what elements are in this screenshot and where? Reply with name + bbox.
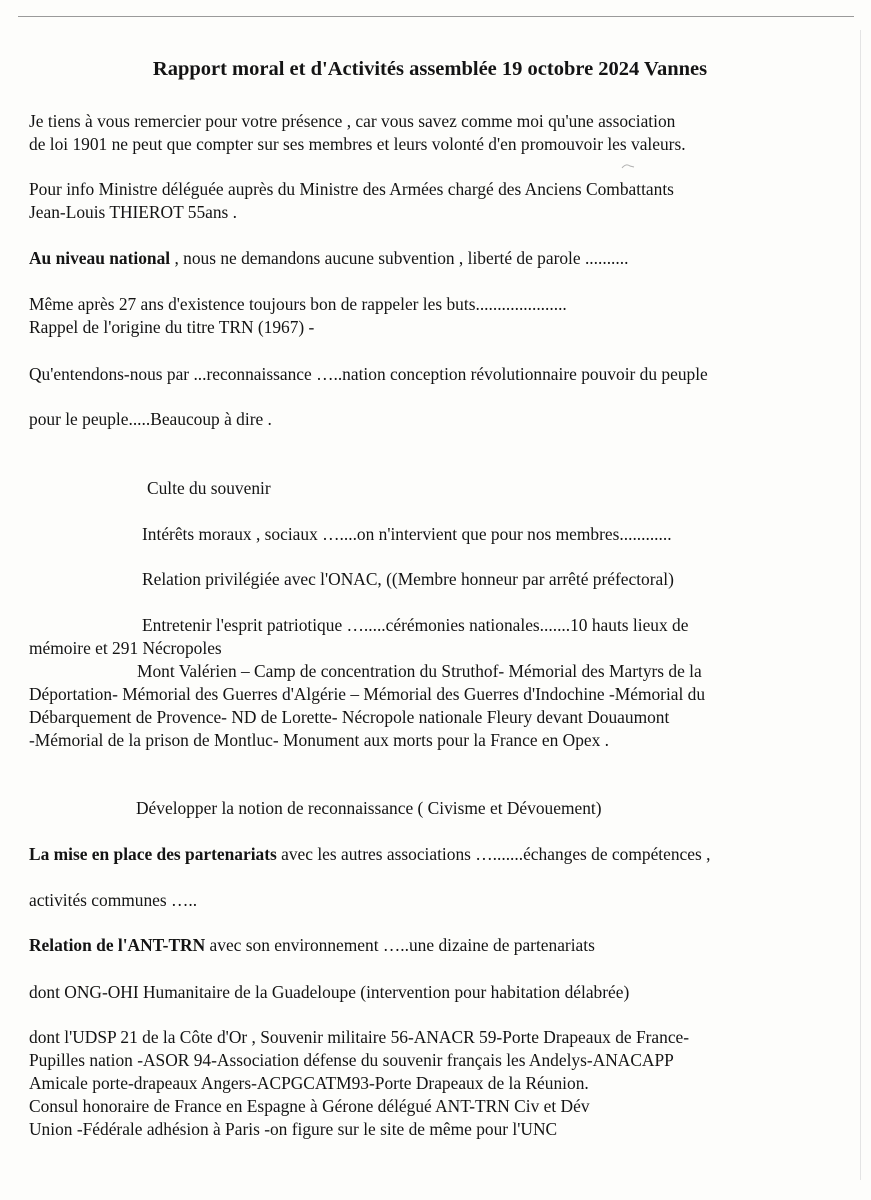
document-title: Rapport moral et d'Activités assemblée 19 octobre 2024 Vannes — [152, 58, 708, 80]
goal-esprit-line-1: Entretenir l'esprit patriotique ….....cérémonies nationales.......10 hauts lieux de — [142, 615, 689, 635]
partners-line-5: Union -Fédérale adhésion à Paris -on figure sur le site de même pour l'UNC — [29, 1119, 558, 1139]
question-line-2: pour le peuple.....Beaucoup à dire . — [29, 409, 272, 429]
national-paragraph — [29, 246, 628, 270]
relation-ant-text: avec son environnement …..une dizaine de partenariats — [205, 935, 595, 955]
goal-culte: Culte du souvenir — [147, 478, 271, 498]
intro-line-1: Je tiens à vous remercier pour votre présence , car vous savez comme moi qu'une association — [29, 111, 676, 131]
relation-ong: dont ONG-OHI Humanitaire de la Guadeloupe (intervention pour habitation délabrée) — [29, 982, 630, 1002]
goal-esprit-line-2: mémoire et 291 Nécropoles — [29, 638, 222, 658]
lieux-line-2: Déportation- Mémorial des Guerres d'Algérie – Mémorial des Guerres d'Indochine -Mémorial du — [29, 684, 706, 704]
partenariats-heading: La mise en place des partenariats — [29, 844, 277, 864]
partenariats-text: avec les autres associations ….......échanges de compétences , — [276, 844, 711, 864]
relation-ant-paragraph — [29, 933, 595, 957]
scan-speck-icon — [621, 163, 635, 169]
partners-line-2: Pupilles nation -ASOR 94-Association défense du souvenir français les Andelys-ANACAPP — [29, 1050, 674, 1070]
goal-interets: Intérêts moraux , sociaux …....on n'intervient que pour nos membres............ — [142, 524, 672, 544]
national-text: , nous ne demandons aucune subvention , liberté de parole .......... — [170, 248, 629, 268]
lieux-line-4: -Mémorial de la prison de Montluc- Monument aux morts pour la France en Opex . — [29, 730, 610, 750]
lieux-line-1: Mont Valérien – Camp de concentration du Struthof- Mémorial des Martyrs de la — [137, 661, 702, 681]
relation-ant-heading: Relation de l'ANT-TRN — [29, 935, 206, 955]
partners-line-1: dont l'UDSP 21 de la Côte d'Or , Souvenir militaire 56-ANACR 59-Porte Drapeaux de France- — [29, 1027, 690, 1047]
partners-line-3: Amicale porte-drapeaux Angers-ACPGCATM93-Porte Drapeaux de la Réunion. — [29, 1073, 589, 1093]
buts-line-2: Rappel de l'origine du titre TRN (1967) - — [29, 317, 315, 337]
partenariats-line-2: activités communes ….. — [29, 890, 198, 910]
info-line-2: Jean-Louis THIEROT 55ans . — [29, 202, 238, 222]
top-divider — [18, 16, 854, 17]
question-line-1: Qu'entendons-nous par ...reconnaissance …..nation conception révolutionnaire pouvoir du peuple — [29, 364, 708, 384]
partners-line-4: Consul honoraire de France en Espagne à Gérone délégué ANT-TRN Civ et Dév — [29, 1096, 590, 1116]
buts-line-1: Même après 27 ans d'existence toujours bon de rappeler les buts..................... — [29, 294, 567, 314]
info-line-1: Pour info Ministre déléguée auprès du Ministre des Armées chargé des Anciens Combattants — [29, 179, 674, 199]
partenariats-paragraph — [29, 842, 710, 866]
goal-developper: Développer la notion de reconnaissance ( Civisme et Dévouement) — [136, 798, 602, 818]
intro-line-2: de loi 1901 ne peut que compter sur ses membres et leurs volonté d'en promouvoir les valeurs. — [29, 134, 686, 154]
national-heading: Au niveau national — [29, 248, 171, 268]
scan-edge — [860, 30, 861, 1180]
lieux-line-3: Débarquement de Provence- ND de Lorette- Nécropole nationale Fleury devant Douaumont — [29, 707, 670, 727]
goal-relation-onac: Relation privilégiée avec l'ONAC, ((Membre honneur par arrêté préfectoral) — [142, 569, 674, 589]
